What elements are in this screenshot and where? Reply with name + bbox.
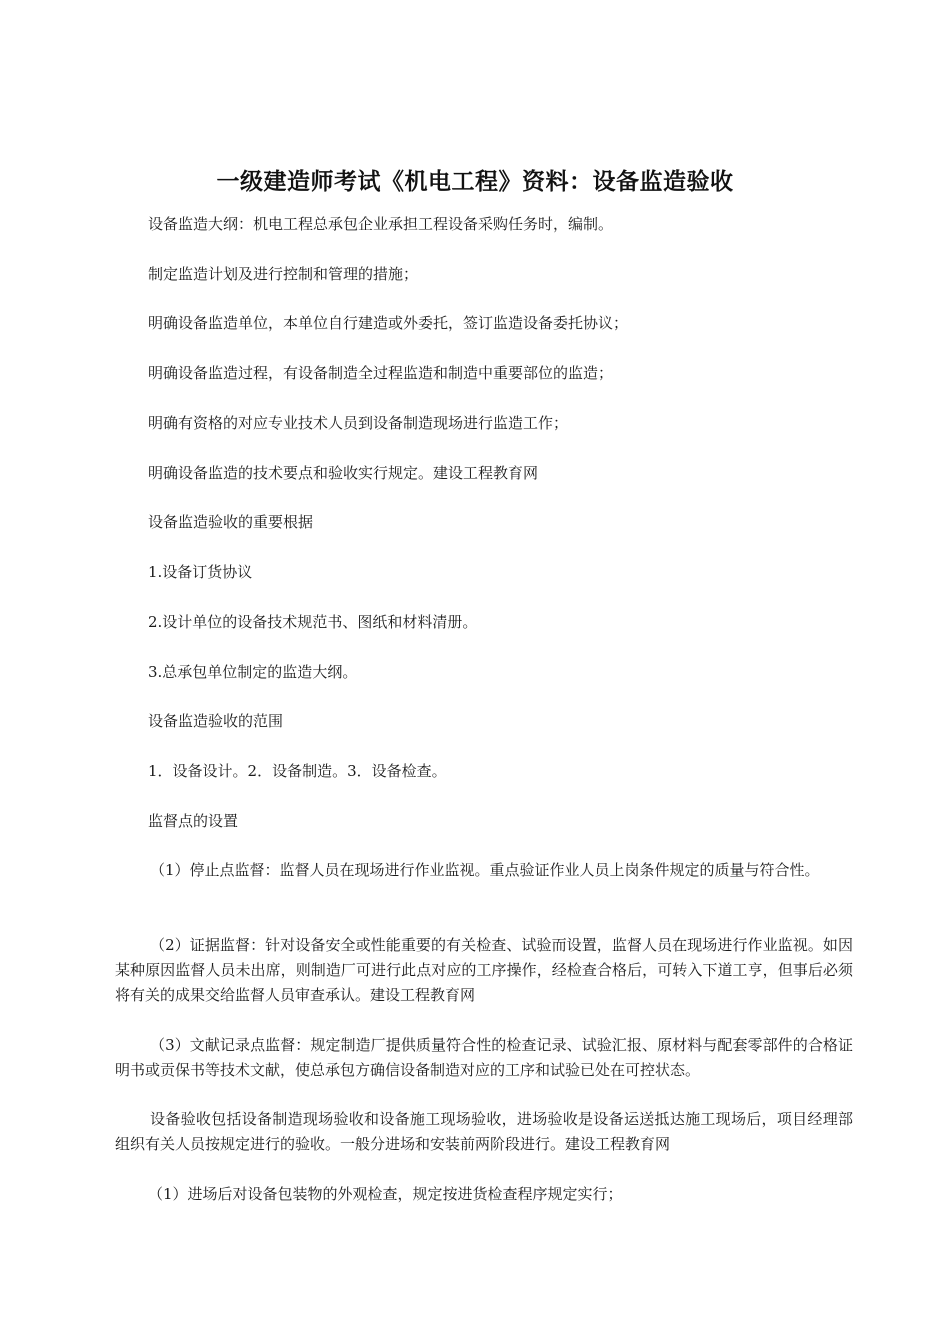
list-item-basis-3: 3.总承包单位制定的监造大纲。 bbox=[148, 663, 358, 681]
paragraph-scope-items: 1．设备设计。2．设备制造。3．设备检查。 bbox=[148, 762, 447, 780]
document-title: 一级建造师考试《机电工程》资料：设备监造验收 bbox=[216, 168, 734, 195]
paragraph-supervision-unit: 明确设备监造单位，本单位自行建造或外委托，签订监造设备委托协议； bbox=[148, 314, 629, 332]
paragraph-record-point: （3）文献记录点监督：规定制造厂提供质量符合性的检查记录、试验汇报、原材料与配套零部件的合格证明书或贡保书等技术文献，使总承包方确信设备制造对应的工序和试验已处在可控状态。 bbox=[115, 1036, 853, 1079]
paragraph-qualified-staff: 明确有资格的对应专业技术人员到设备制造现场进行监造工作； bbox=[148, 414, 569, 432]
paragraph-entry-inspection: （1）进场后对设备包装物的外观检查，规定按进货检查程序规定实行； bbox=[148, 1185, 623, 1203]
paragraph-supervision-outline: 设备监造大纲：机电工程总承包企业承担工程设备采购任务时，编制。 bbox=[148, 215, 614, 233]
section-heading-supervision-points: 监督点的设置 bbox=[148, 812, 239, 830]
section-heading-scope: 设备监造验收的范围 bbox=[148, 712, 284, 730]
paragraph-witness-point: （2）证据监督：针对设备安全或性能重要的有关检查、试验而设置，监督人员在现场进行作业监视。如因某种原因监督人员未出席，则制造厂可进行此点对应的工序操作，经检查合格后，可转入下道工亨，但事后必须将有关的成果交给监督人员审查承认。建设工程教育网 bbox=[115, 936, 853, 1004]
paragraph-technical-points: 明确设备监造的技术要点和验收实行规定。建设工程教育网 bbox=[148, 464, 539, 482]
paragraph-plan-measures: 制定监造计划及进行控制和管理的措施； bbox=[148, 265, 419, 283]
list-item-basis-1: 1.设备订货协议 bbox=[148, 563, 253, 581]
paragraph-supervision-process: 明确设备监造过程，有设备制造全过程监造和制造中重要部位的监造； bbox=[148, 364, 614, 382]
paragraph-acceptance: 设备验收包括设备制造现场验收和设备施工现场验收，进场验收是设备运送抵达施工现场后，项目经理部组织有关人员按规定进行的验收。一般分进场和安装前两阶段进行。建设工程教育网 bbox=[115, 1110, 853, 1153]
paragraph-hold-point: （1）停止点监督：监督人员在现场进行作业监视。重点验证作业人员上岗条件规定的质量与符合性。 bbox=[150, 861, 820, 879]
list-item-basis-2: 2.设计单位的设备技术规范书、图纸和材料清册。 bbox=[148, 613, 478, 631]
section-heading-basis: 设备监造验收的重要根据 bbox=[148, 513, 314, 531]
